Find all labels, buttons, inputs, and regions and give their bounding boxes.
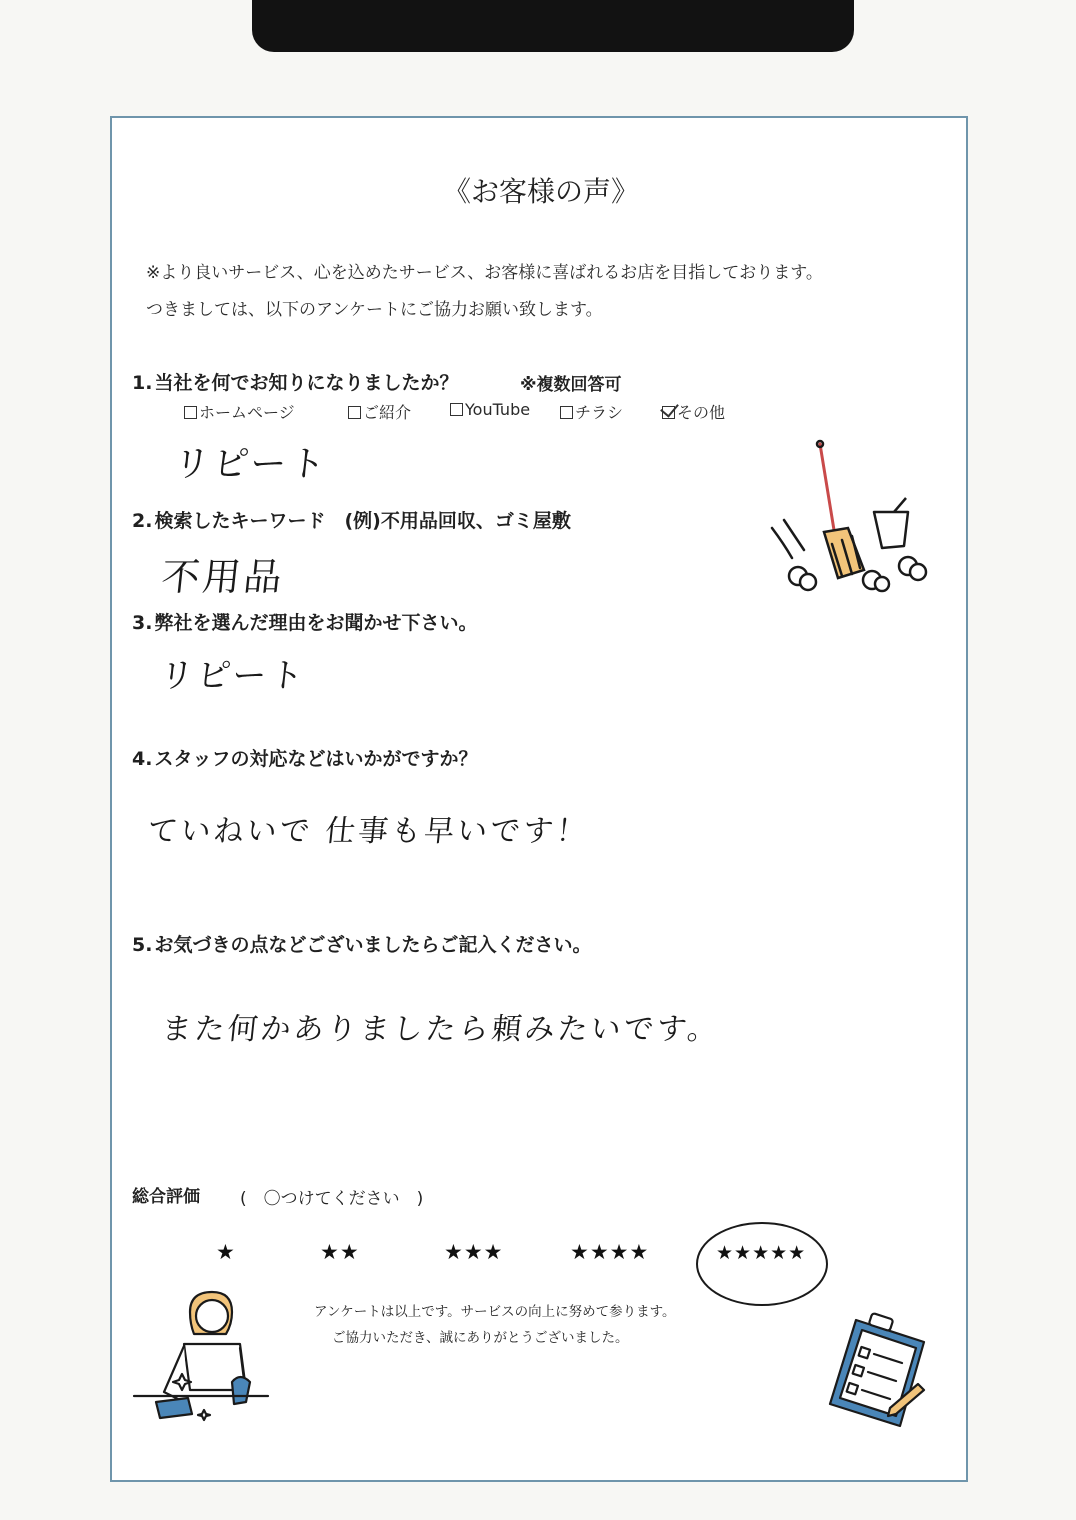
answer-3-handwritten: リピート xyxy=(157,656,309,696)
question-3-text: 弊社を選んだ理由をお聞かせ下さい。 xyxy=(154,612,478,634)
question-2-number: 2. xyxy=(132,510,153,532)
option-homepage-label: ホームページ xyxy=(199,403,295,422)
dustpan-icon xyxy=(874,498,908,548)
closing-line-1: アンケートは以上です。サービスの向上に努めて参ります。 xyxy=(314,1304,676,1320)
answer-4-handwritten: ていねいで 仕事も早いです！ xyxy=(145,814,592,849)
checkbox-youtube[interactable] xyxy=(450,403,463,416)
question-5 xyxy=(132,930,591,957)
broom-icon xyxy=(772,441,864,578)
question-4-number: 4. xyxy=(132,748,153,770)
intro-line-1: ※より良いサービス、心を込めたサービス、お客様に喜ばれるお店を目指しております。 xyxy=(146,263,823,283)
question-4 xyxy=(132,744,477,771)
intro-line-2: つきましては、以下のアンケートにご協力お願い致します。 xyxy=(146,300,603,320)
overall-rating-label: 総合評価 xyxy=(132,1187,200,1207)
rating-2-stars[interactable]: ★★ xyxy=(320,1240,360,1264)
cleaner-person-icon xyxy=(134,1292,268,1420)
checkbox-homepage[interactable] xyxy=(184,406,197,419)
cleaner-person-illustration xyxy=(130,1286,272,1434)
clipboard-clip xyxy=(252,0,854,52)
checkbox-other-checked[interactable] xyxy=(662,406,675,419)
survey-title: 《お客様の声》 xyxy=(442,175,639,208)
answer-5-handwritten: また何かありましたら頼みたいです。 xyxy=(159,1012,723,1047)
question-2-text: 検索したキーワード (例)不用品回収、ゴミ屋敷 xyxy=(154,510,571,532)
option-flyer-label: チラシ xyxy=(575,403,624,422)
multiple-answers-note: ※複数回答可 xyxy=(520,375,622,395)
rating-1-star[interactable]: ★ xyxy=(216,1240,236,1264)
option-other-label: その他 xyxy=(677,403,726,422)
rating-4-stars[interactable]: ★★★★ xyxy=(570,1240,650,1264)
question-3-number: 3. xyxy=(132,612,153,634)
clipboard-checklist-illustration xyxy=(820,1312,932,1434)
checkbox-flyer[interactable] xyxy=(560,406,573,419)
option-youtube[interactable] xyxy=(450,400,530,419)
overall-rating-hint: ( 〇つけてください ) xyxy=(240,1189,424,1209)
option-youtube-label: YouTube xyxy=(465,400,531,419)
clipboard-checklist-icon xyxy=(830,1313,924,1426)
question-1-text: 当社を何でお知りになりましたか？ xyxy=(154,372,459,394)
question-4-text: スタッフの対応などはいかがですか？ xyxy=(154,748,478,770)
option-referral[interactable] xyxy=(348,400,411,423)
closing-line-2: ご協力いただき、誠にありがとうございました。 xyxy=(332,1330,629,1346)
rating-5-stars[interactable]: ★★★★★ xyxy=(716,1242,807,1264)
question-1-number: 1. xyxy=(132,372,153,394)
option-other[interactable] xyxy=(662,400,725,423)
option-homepage[interactable] xyxy=(184,400,295,423)
answer-2-handwritten: 不用品 xyxy=(159,555,287,599)
checkbox-referral[interactable] xyxy=(348,406,361,419)
answer-1-handwritten: リピート xyxy=(171,444,331,485)
question-3 xyxy=(132,608,477,635)
broom-dustpan-illustration xyxy=(758,436,934,604)
question-5-number: 5. xyxy=(132,934,153,956)
selected-rating-circle xyxy=(696,1222,828,1306)
option-flyer[interactable] xyxy=(560,400,623,423)
question-5-text: お気づきの点などございましたらご記入ください。 xyxy=(154,934,592,956)
question-1 xyxy=(132,368,458,395)
rating-3-stars[interactable]: ★★★ xyxy=(444,1240,504,1264)
survey-sheet xyxy=(110,116,968,1482)
option-referral-label: ご紹介 xyxy=(363,403,412,422)
question-2 xyxy=(132,506,571,533)
